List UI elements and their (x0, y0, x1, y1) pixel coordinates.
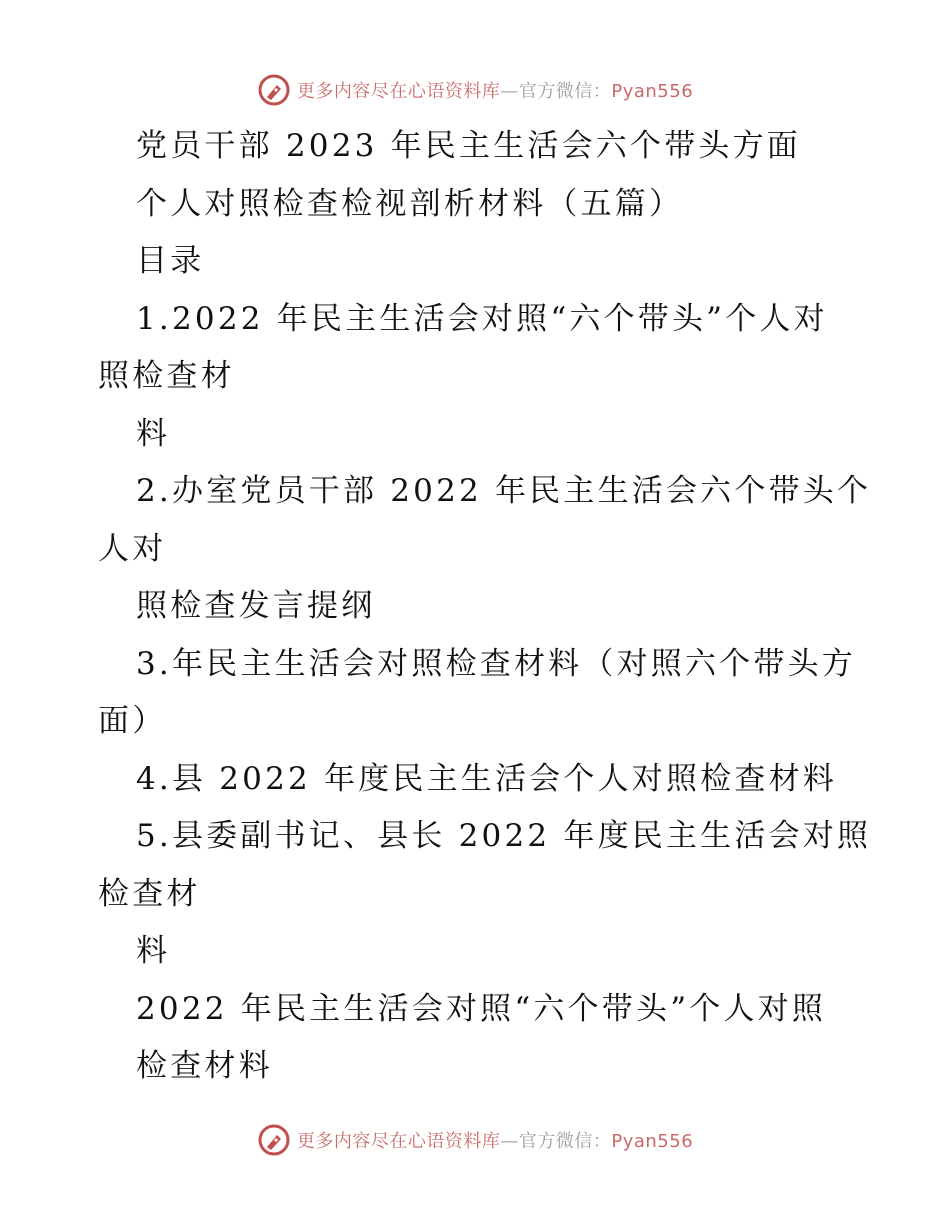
header-watermark (0, 70, 950, 110)
document-line: 3.年民主生活会对照检查材料（对照六个带头方 (136, 645, 856, 682)
document-line: 面） (98, 703, 167, 739)
footer-watermark (0, 1120, 950, 1160)
document-line: 个人对照检查检视剖析材料（五篇） (136, 185, 684, 222)
document-line: 4.县 2022 年度民主生活会个人对照检查材料 (136, 760, 837, 797)
document-line: 目录 (136, 243, 205, 279)
document-line: 照检查发言提纲 (136, 588, 376, 624)
pen-nib-circle-icon (257, 73, 291, 107)
document-line: 1.2022 年民主生活会对照“六个带头”个人对 (136, 300, 828, 337)
document-line: 检查材料 (136, 1048, 273, 1084)
document-line: 料 (136, 415, 171, 452)
document-line: 党员干部 2023 年民主生活会六个带头方面 (136, 128, 801, 164)
watermark-text: 更多内容尽在心语资料库—官方微信：Pyan556 (296, 81, 694, 102)
document-line: 料 (136, 933, 171, 969)
pen-nib-circle-icon (257, 1123, 291, 1157)
watermark-text: 更多内容尽在心语资料库—官方微信：Pyan556 (296, 1131, 694, 1152)
document-line: 2.办室党员干部 2022 年民主生活会六个带头个 (136, 473, 872, 509)
document-line: 5.县委副书记、县长 2022 年度民主生活会对照 (136, 818, 872, 854)
document-line: 人对 (98, 530, 167, 567)
document-line: 2022 年民主生活会对照“六个带头”个人对照 (136, 990, 827, 1027)
document-line: 照检查材 (98, 358, 235, 394)
document-body (0, 118, 950, 1096)
document-line: 检查材 (98, 875, 201, 912)
